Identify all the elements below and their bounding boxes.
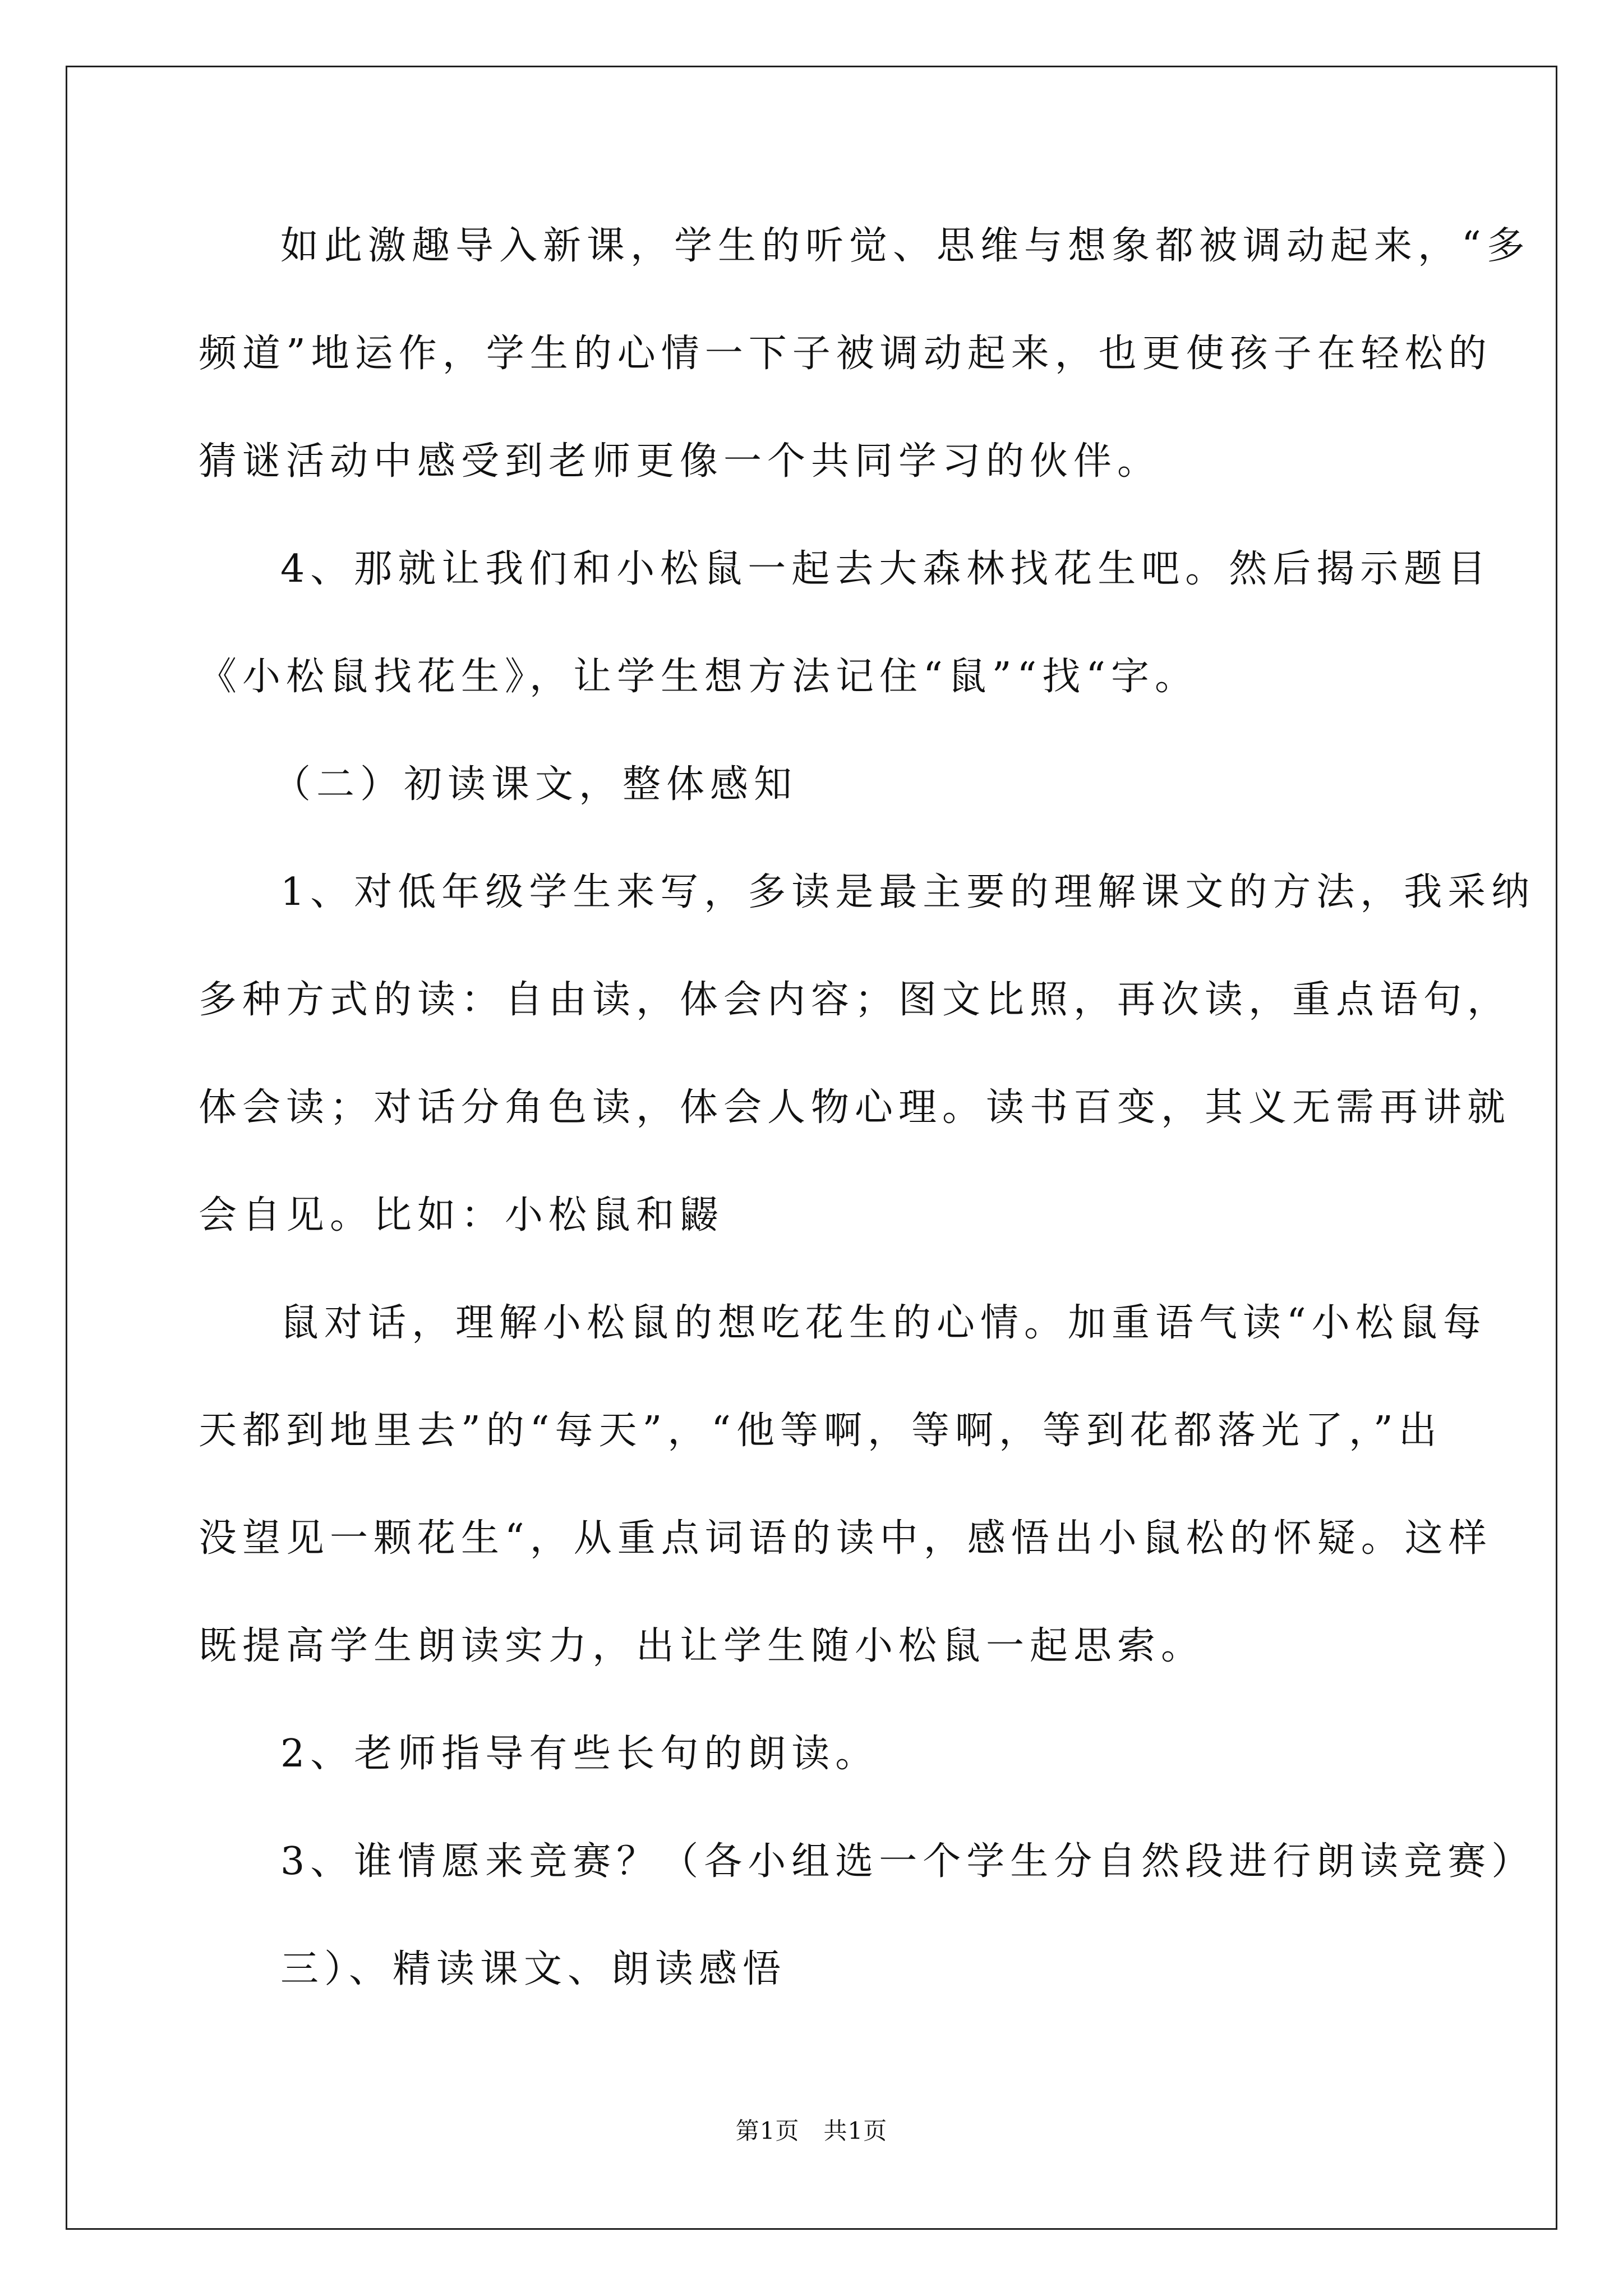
paragraph-1-line-2: 频道”地运作，学生的心情一下子被调动起来，也更使孩子在轻松的 — [199, 332, 1492, 376]
paragraph-2-line-1: 4、那就让我们和小松鼠一起去大森林找花生吧。然后揭示题目 — [280, 547, 1492, 591]
paragraph-5-line-4: 既提高学生朗读实力，出让学生随小松鼠一起思索。 — [199, 1624, 1205, 1668]
page-footer: 第1页 共1页 — [735, 2117, 888, 2145]
paragraph-1-line-3: 猜谜活动中感受到老师更像一个共同学习的伙伴。 — [199, 439, 1161, 484]
paragraph-4-line-4: 会自见。比如：小松鼠和鼹 — [199, 1193, 724, 1237]
paragraph-1-line-1: 如此激趣导入新课，学生的听觉、思维与想象都被调动起来，“多 — [280, 224, 1530, 268]
paragraph-4-line-1: 1、对低年级学生来写，多读是最主要的理解课文的方法，我采纳 — [280, 870, 1536, 914]
paragraph-7-line-1: 3、谁情愿来竞赛？（各小组选一个学生分自然段进行朗读竞赛） — [280, 1839, 1536, 1884]
paragraph-5-line-2: 天都到地里去”的“每天”，“他等啊，等啊，等到花都落光了，”出 — [199, 1409, 1442, 1453]
section-heading-2: （二）初读课文，整体感知 — [273, 762, 798, 807]
paragraph-5-line-3: 没望见一颗花生“，从重点词语的读中，感悟出小鼠松的怀疑。这样 — [199, 1516, 1492, 1561]
paragraph-5-line-1: 鼠对话，理解小松鼠的想吃花生的心情。加重语气读“小松鼠每 — [280, 1301, 1487, 1345]
paragraph-4-line-2: 多种方式的读：自由读，体会内容；图文比照，再次读，重点语句， — [199, 978, 1511, 1022]
page-border — [66, 66, 1557, 2230]
paragraph-2-line-2: 《小松鼠找花生》，让学生想方法记住“鼠”“找“字。 — [199, 655, 1199, 699]
paragraph-4-line-3: 体会读；对话分角色读，体会人物心理。读书百变，其义无需再讲就 — [199, 1085, 1511, 1130]
section-heading-3: 三）、精读课文、朗读感悟 — [280, 1947, 787, 1991]
paragraph-6-line-1: 2、老师指导有些长句的朗读。 — [280, 1732, 879, 1776]
